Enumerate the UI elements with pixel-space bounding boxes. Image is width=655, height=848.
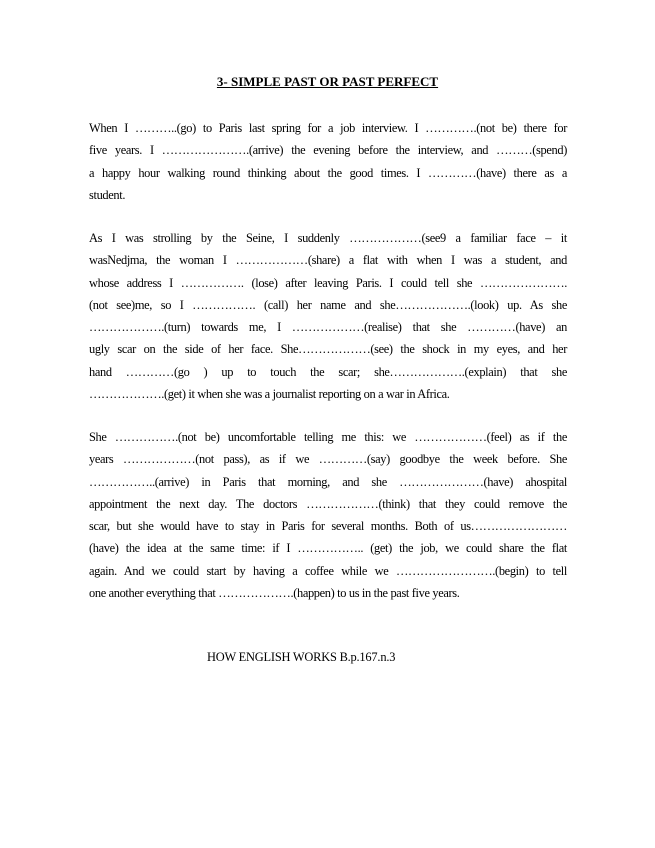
paragraph-line: scar, but she would have to stay in Paris for several months. Both of us…………………… [89,519,567,534]
paragraph-2 [89,227,567,405]
source-reference: HOW ENGLISH WORKS B.p.167.n.3 [207,650,396,664]
paragraph-line: a happy hour walking round thinking about the good times. I …………(have) there as a [89,165,567,180]
paragraph-line: ……………….(turn) towards me, I ………………(realise) that she …………(have) an [89,320,567,335]
paragraph-line: five years. I ………………….(arrive) the evening before the interview, and ………(spend) [89,143,567,158]
paragraph-line: appointment the next day. The doctors ………………(think) that they could remove the [89,496,567,511]
paragraph-line: ugly scar on the side of her face. She………………(see) the shock in my eyes, and her [89,342,567,357]
paragraph-line: When I ………..(go) to Paris last spring for a job interview. I ………….(not be) there for [89,121,567,135]
paragraph-1 [89,117,567,206]
paragraph-line: She …………….(not be) uncomfortable telling me this: we ………………(feel) as if the [89,430,567,444]
paragraph-line: As I was strolling by the Seine, I suddenly ………………(see9 a familiar face – it [89,231,567,245]
paragraph-line: ……………..(arrive) in Paris that morning, and she …………………(have) ahospital [89,474,567,489]
paragraph-line: hand …………(go ) up to touch the scar; she……………….(explain) that she [89,364,567,379]
paragraph-line: (have) the idea at the same time: if I …………….. (get) the job, we could share the flat [89,541,567,556]
paragraph-line: student. [89,187,126,202]
page-title: 3- SIMPLE PAST OR PAST PERFECT [216,74,439,89]
paragraph-line: wasNedjma, the woman I ………………(share) a flat with when I was a student, and [89,253,567,268]
paragraph-line: whose address I ……………. (lose) after leaving Paris. I could tell she …………………. [89,275,567,290]
paragraph-line: one another everything that ……………….(happen) to us in the past five years. [89,586,460,601]
paragraph-3 [89,426,567,604]
paragraph-line: years ………………(not pass), as if we …………(say) goodbye the week before. She [89,452,567,467]
paragraph-line: ……………….(get) it when she was a journalist reporting on a war in Africa. [89,387,450,402]
paragraph-line: again. And we could start by having a coffee while we …………………….(begin) to tell [89,563,567,578]
paragraph-line: (not see)me, so I ……………. (call) her name and she……………….(look) up. As she [89,297,567,312]
